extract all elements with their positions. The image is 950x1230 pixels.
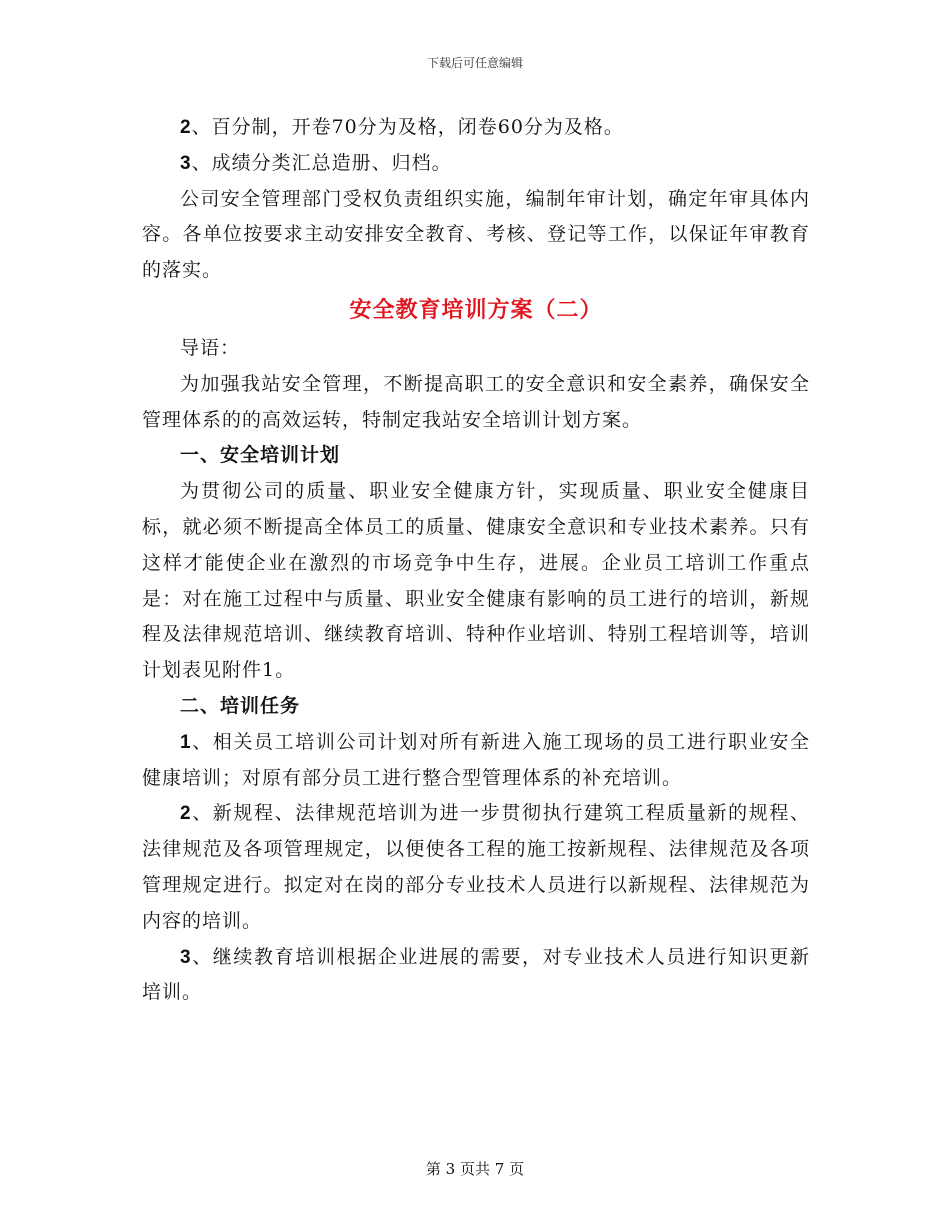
item-text: 、新规程、法律规范培训为进一步贯彻执行建筑工程质量新的规程、法律规范及各项管理规定，以便使各工程的施工按新规程、法律规范及各项管理规定进行。拟定对在岗的部分专业技术人员进行以新规程、法律规范为内容的培训。: [142, 802, 810, 932]
paragraph-company: 公司安全管理部门受权负责组织实施，编制年审计划，确定年审具体内容。各单位按要求主动安排安全教育、考核、登记等工作，以保证年审教育的落实。: [142, 187, 810, 282]
intro-paragraph: 为加强我站安全管理，不断提高职工的安全意识和安全素养，确保安全管理体系的的高效运转，特制定我站安全培训计划方案。: [142, 372, 810, 431]
task-item-2: [142, 796, 810, 939]
item-text: 、百分制，开卷70分为及格，闭卷60分为及格。: [191, 116, 624, 138]
page-footer: 第 3 页共 7 页: [425, 1160, 525, 1178]
item-number: 3: [180, 152, 192, 174]
section-title: 安全教育培训方案（二）: [349, 297, 603, 323]
task-item-1: [142, 725, 810, 797]
document-body: [142, 110, 810, 1011]
paragraph-plan: 为贯彻公司的质量、职业安全健康方针，实现质量、职业安全健康目标，就必须不断提高全体员工的质量、健康安全意识和专业技术素养。只有这样才能使企业在激烈的市场竞争中生存，进展。企业员工培训工作重点是：对在施工过程中与质量、职业安全健康有影响的员工进行的培训，新规程及法律规范培训、继续教育培训、特种作业培训、特别工程培训等，培训计划表见附件1。: [142, 480, 810, 682]
intro-label: 导语：: [180, 336, 241, 359]
item-number: 2: [180, 803, 192, 825]
item-text: 、成绩分类汇总造册、归档。: [191, 151, 452, 174]
heading-training-tasks: 二、培训任务: [180, 694, 301, 717]
heading-safety-plan: 一、安全培训计划: [180, 444, 341, 467]
item-number: 3: [180, 946, 192, 968]
item-number: 2: [180, 117, 192, 138]
paragraph-item-2: [142, 110, 810, 146]
item-text: 、继续教育培训根据企业进展的需要，对专业技术人员进行知识更新培训。: [142, 945, 810, 1004]
item-text: 、相关员工培训公司计划对所有新进入施工现场的员工进行职业安全健康培训；对原有部分员工进行整合型管理体系的补充培训。: [142, 730, 810, 789]
item-number: 1: [180, 731, 192, 753]
task-item-3: [142, 940, 810, 1012]
paragraph-item-3: [142, 146, 810, 182]
header-note: 下载后可任意编辑: [426, 56, 523, 70]
